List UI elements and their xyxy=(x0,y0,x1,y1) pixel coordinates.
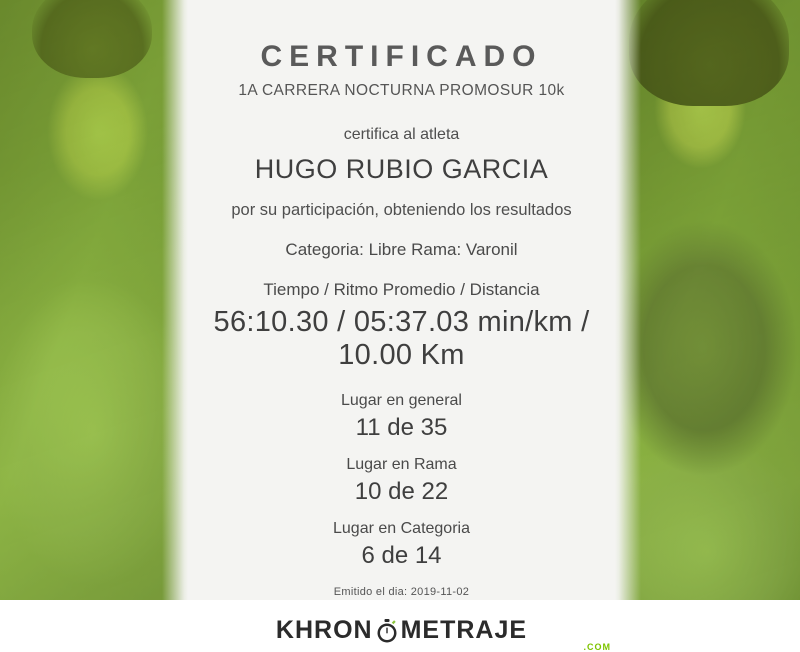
category-line: Categoria: Libre Rama: Varonil xyxy=(285,240,518,259)
photo-right-fade-edge xyxy=(615,0,641,600)
photo-left-fade-edge xyxy=(162,0,188,600)
certifies-label: certifica al atleta xyxy=(343,126,460,143)
khronometraje-logo xyxy=(188,616,615,652)
logo-text-part2: METRAJE xyxy=(400,616,528,644)
runner-photo-right xyxy=(615,0,800,600)
logo-domain-suffix: .COM xyxy=(583,642,611,652)
logo-text-part1: KHRON xyxy=(275,616,373,644)
certificate-title: CERTIFICADO xyxy=(260,40,543,73)
runner-photo-left xyxy=(0,0,188,600)
issued-date: Emitido el dia: 2019-11-02 xyxy=(333,586,470,598)
photo-left-green-overlay xyxy=(0,0,188,600)
rank-rama-label: Lugar en Rama xyxy=(346,456,457,473)
rank-categoria-label: Lugar en Categoria xyxy=(333,520,470,537)
rank-rama-value: 10 de 22 xyxy=(354,478,449,505)
participation-text: por su participación, obteniendo los resultados xyxy=(231,201,572,219)
photo-right-green-overlay xyxy=(615,0,800,600)
rank-general-label: Lugar en general xyxy=(341,392,462,409)
metrics-label: Tiempo / Ritmo Promedio / Distancia xyxy=(263,280,540,299)
certificate-content xyxy=(188,0,615,652)
logo-wordmark xyxy=(276,616,527,645)
metrics-value: 56:10.30 / 05:37.03 min/km / 10.00 Km xyxy=(213,306,590,371)
event-name: 1A CARRERA NOCTURNA PROMOSUR 10k xyxy=(238,82,565,99)
rank-categoria-value: 6 de 14 xyxy=(361,542,442,569)
rank-general-value: 11 de 35 xyxy=(355,414,448,441)
stopwatch-icon xyxy=(374,618,400,644)
athlete-name: HUGO RUBIO GARCIA xyxy=(254,154,549,184)
